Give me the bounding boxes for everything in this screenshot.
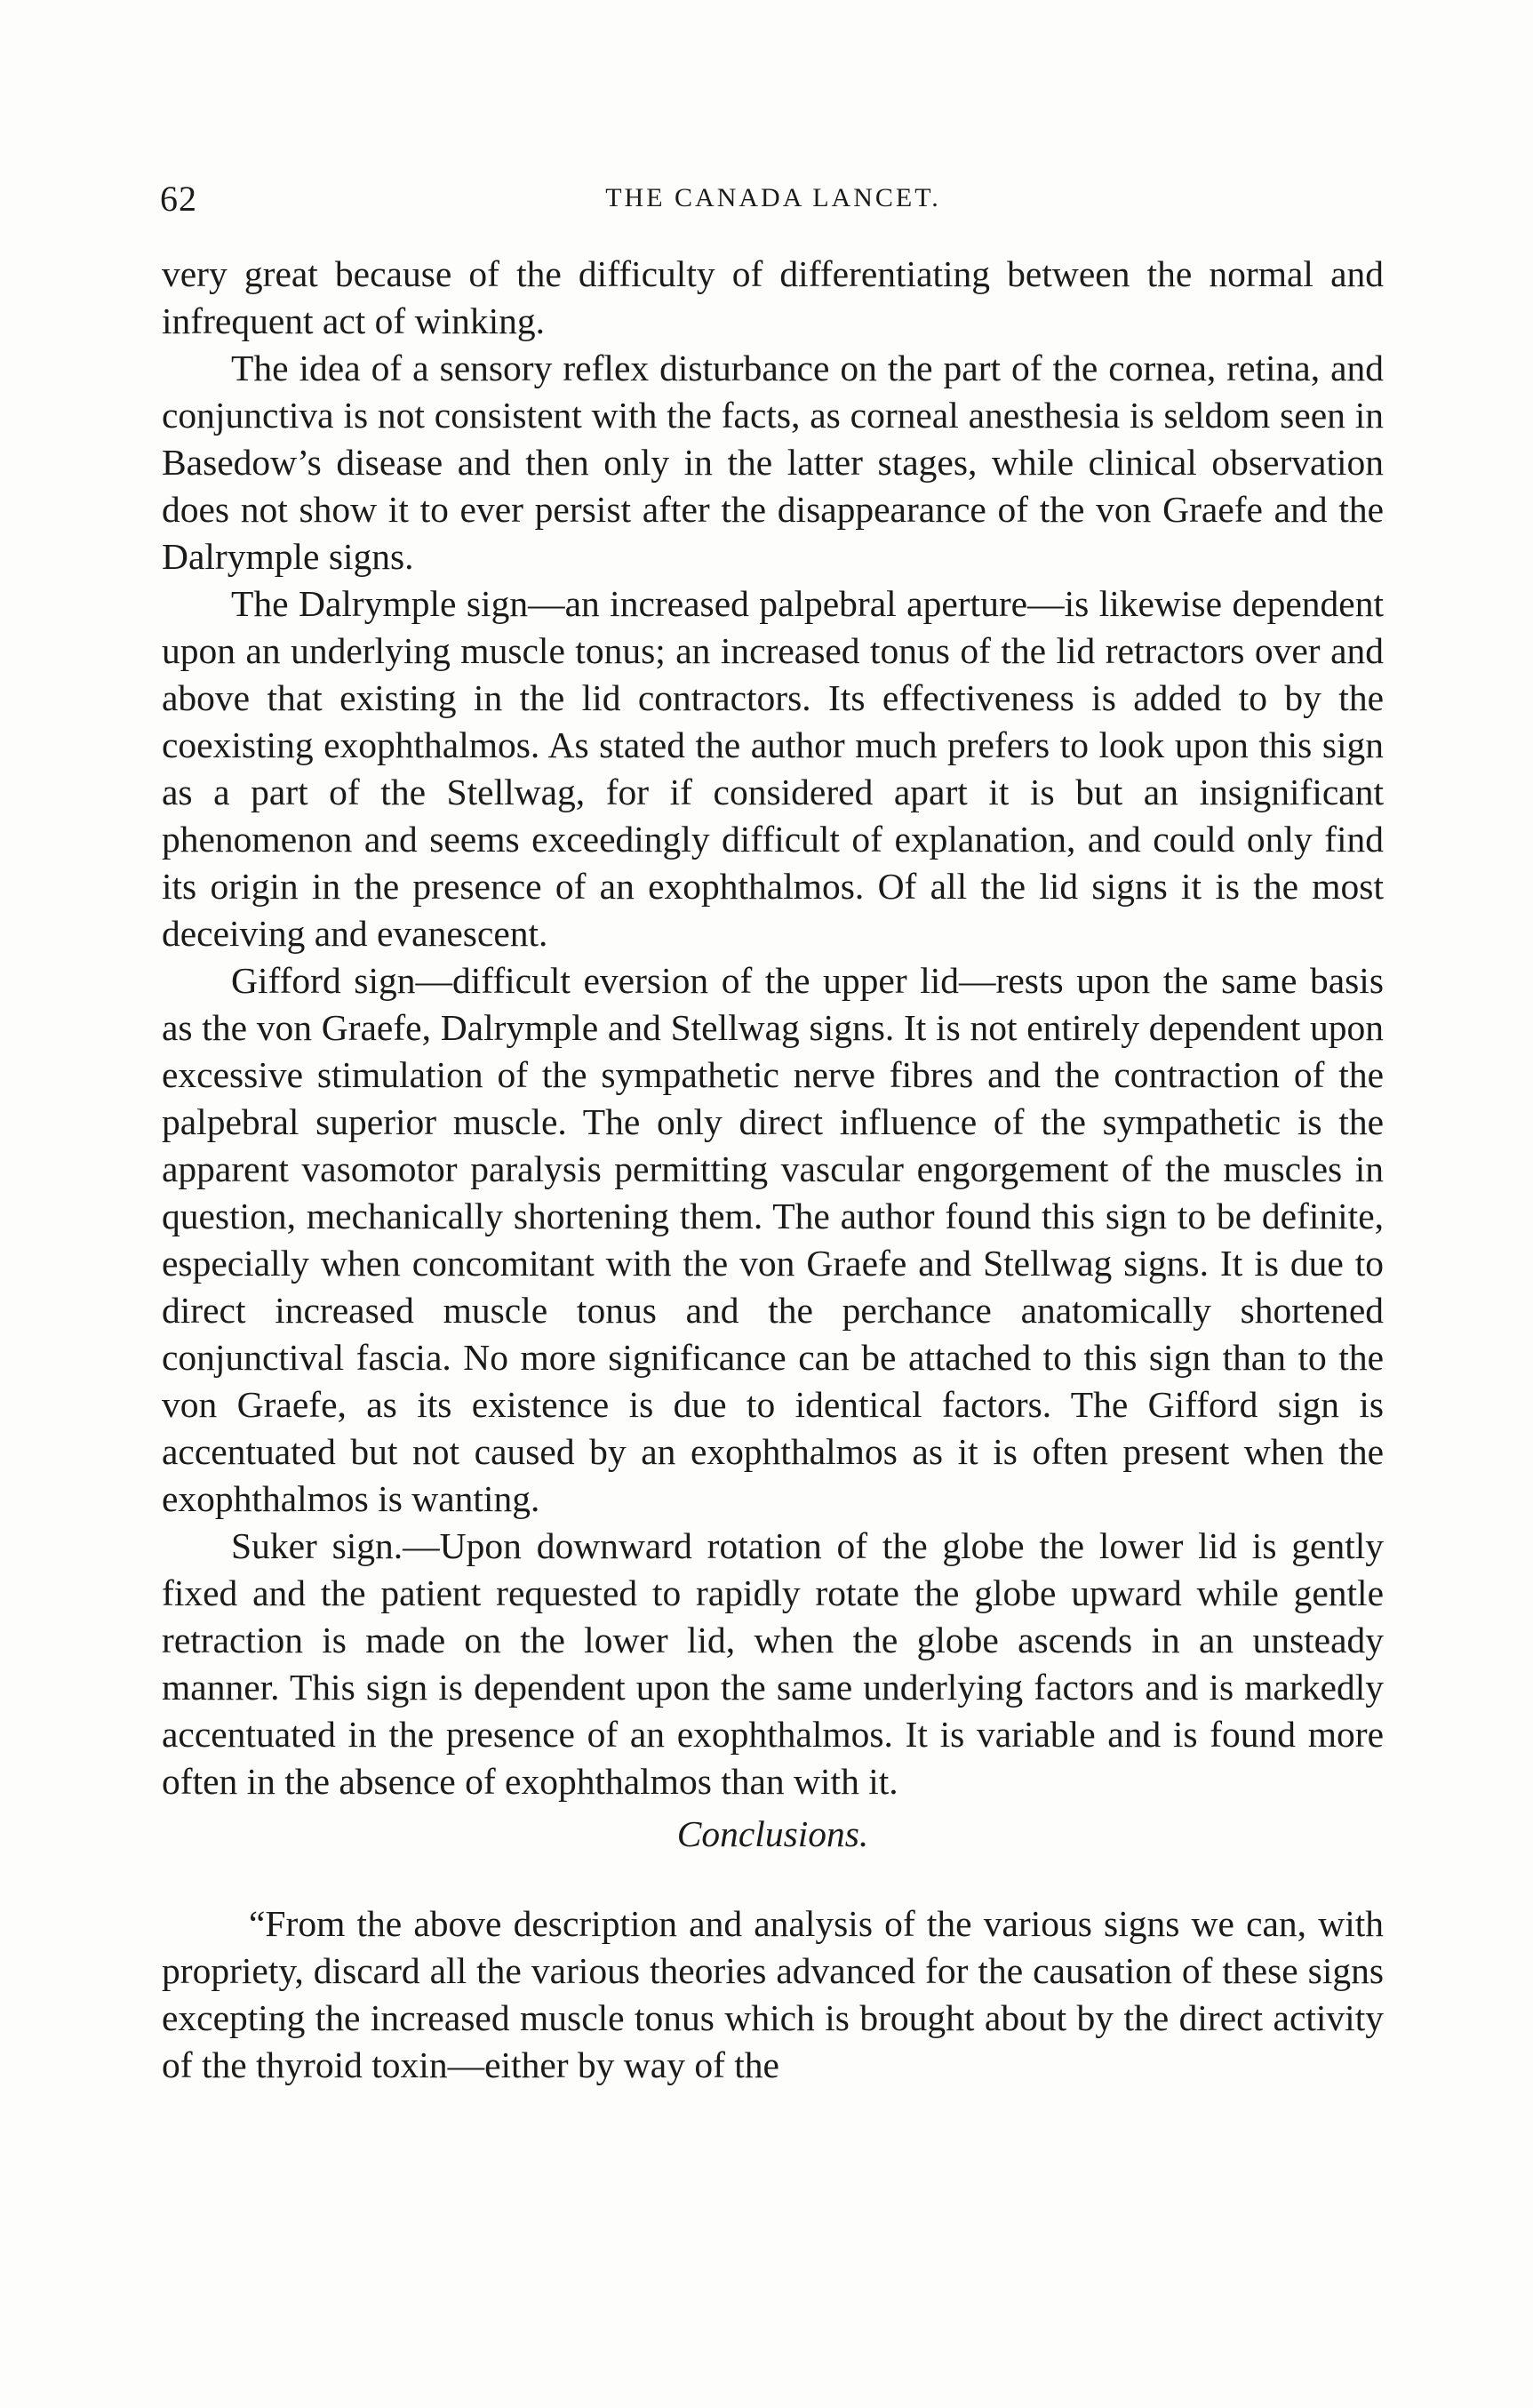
paragraph-suker-sign: Suker sign.—Upon downward rotation of the globe the lower lid is gently fixed and the patient requested to rapidly rotate the globe upward while gentle retraction is made on the lower lid, when the globe ascends in an unsteady manner. This sign is dependent upon the same underlying factors and is markedly accentuated in the presence of an exophthalmos. It is variable and is found more often in the absence of exophthalmos than with it.	[162, 1525, 1384, 1802]
paragraph-sensory-reflex: The idea of a sensory reflex disturbance on the part of the cornea, retina, and conjunctiva is not consistent with the facts, as corneal anesthesia is seldom seen in Basedow’s disease and then only in the latter stages, while clinical observation does not show it to ever persist after the disappearance of the von Graefe and the Dalrymple signs.	[162, 348, 1384, 577]
paragraph-continuation: very great because of the difficulty of differentiating between the normal and infrequent act of winking.	[162, 253, 1384, 341]
running-head: THE CANADA LANCET.	[605, 183, 941, 212]
paragraph-gifford-sign: Gifford sign—difficult eversion of the upper lid—rests upon the same basis as the von Graefe, Dalrymple and Stellwag signs. It is not entirely dependent upon excessive stimulation of the sympathetic nerve fibres and the contraction of the palpebral superior muscle. The only direct influence of the sympathetic is the apparent vasomotor paralysis permitting vascular engorgement of the muscles in question, mechanically shortening them. The author found this sign to be definite, especially when concomitant with the von Graefe and Stellwag signs. It is due to direct increased muscle tonus and the perchance anatomically shortened conjunctival fascia. No more significance can be attached to this sign than to the von Graefe, as its existence is due to identical factors. The Gifford sign is accentuated but not caused by an exophthalmos as it is often present when the exophthalmos is wanting.	[162, 960, 1384, 1519]
article-body	[162, 251, 1384, 2089]
section-heading-conclusions: Conclusions.	[676, 1813, 869, 1854]
paragraph-dalrymple-sign: The Dalrymple sign—an increased palpebral aperture—is likewise dependent upon an underlying muscle tonus; an increased tonus of the lid retractors over and above that existing in the lid contractors. Its effectiveness is added to by the coexisting exophthalmos. As stated the author much prefers to look upon this sign as a part of the Stellwag, for if considered apart it is but an insignificant phenomenon and seems exceedingly difficult of explanation, and could only find its origin in the presence of an exophthalmos. Of all the lid signs it is the most deceiving and evanescent.	[162, 583, 1384, 954]
paragraph-conclusions: “From the above description and analysis of the various signs we can, with propriety, discard all the various theories advanced for the causation of these signs excepting the increased muscle tonus which is brought about by the direct activity of the thyroid toxin—either by way of the	[162, 1903, 1384, 2085]
page-number: 62	[160, 179, 197, 219]
page-header	[160, 178, 1386, 231]
